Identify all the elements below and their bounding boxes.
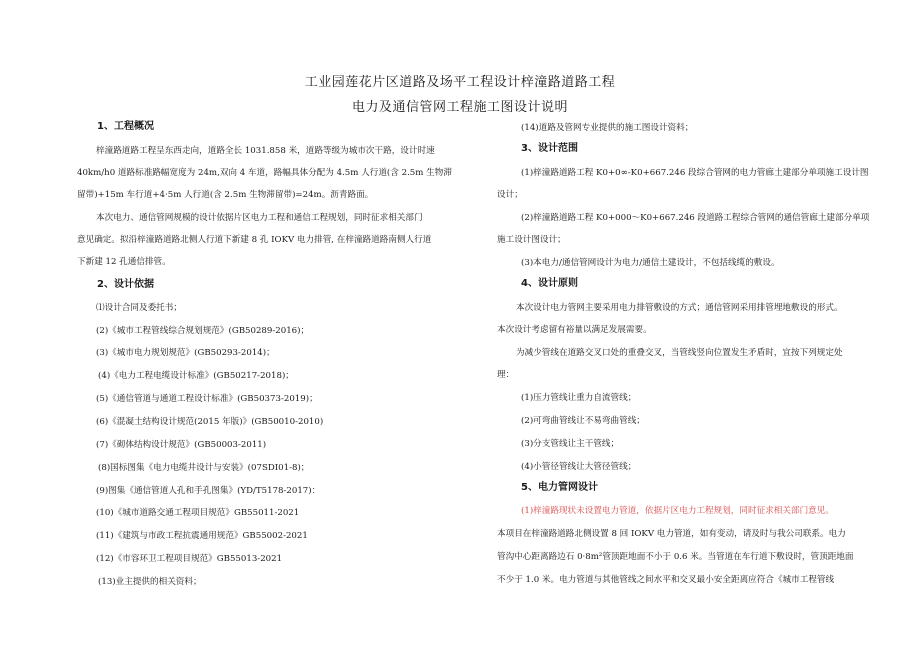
list-item: ⑴设计合同及委托书； bbox=[96, 303, 182, 313]
document-title-line-1: 工业园莲花片区道路及场平工程设计梓潼路道路工程 bbox=[304, 75, 616, 90]
paragraph-line: 下新建 12 孔通信排管。 bbox=[77, 257, 171, 267]
section-heading-power-network-design: 5、电力管网设计 bbox=[521, 482, 598, 493]
paragraph-line: 本项目在梓潼路道路北侧设置 8 回 IOKV 电力管道，如有变动，请及时与我公司联系。电力 bbox=[497, 529, 846, 539]
list-item: (12)《市容环卫工程项目规范》GB55013-2021 bbox=[96, 554, 283, 564]
paragraph-line: (2)梓潼路道路工程 K0+000～K0+667.246 段道路工程综合管网的通信管廊土建部分单项 bbox=[521, 213, 870, 223]
section-heading-design-principles: 4、设计原则 bbox=[521, 278, 578, 289]
document-title-line-2: 电力及通信管网工程施工图设计说明 bbox=[351, 100, 568, 115]
list-item: (2)《城市工程管线综合规划规范》(GB50289-2016)； bbox=[96, 326, 310, 336]
paragraph-line: 施工设计图设计； bbox=[497, 235, 566, 245]
paragraph-line: 管沟中心距离路边石 0·8m²管顶距地面不小于 0.6 米。当管道在车行道下敷设时，管顶距地面 bbox=[497, 552, 854, 562]
list-item: (2)可弯曲管线让不易弯曲管线； bbox=[521, 416, 645, 426]
list-item: (11)《建筑与市政工程抗震通用规范》GB55002-2021 bbox=[96, 531, 308, 541]
paragraph-line: (3)本电力/通信管网设计为电力/通信土建设计，不包括线缆的敷设。 bbox=[521, 258, 780, 268]
section-heading-design-scope: 3、设计范围 bbox=[521, 143, 578, 154]
list-item: (8)国标图集《电力电缆井设计与安装》(07SDI01-8)； bbox=[98, 463, 310, 473]
section-heading-design-basis: 2、设计依据 bbox=[97, 279, 154, 290]
paragraph-line: 理： bbox=[497, 370, 515, 380]
paragraph-line: 留带)+15m 车行道+4·5m 人行道(含 2.5m 生物滞留带)=24m。沥青路面。 bbox=[77, 190, 374, 200]
paragraph-line: 40km/h0 道路标准路幅宽度为 24m,双向 4 车道，路幅具体分配为 4.5m 人行道(含 2.5m 生物滞 bbox=[77, 168, 452, 178]
list-item: (5)《通信管道与通道工程设计标准》(GB50373-2019)； bbox=[96, 394, 318, 404]
list-item: (1)压力管线让重力自流管线； bbox=[521, 393, 637, 403]
paragraph-line: 本次电力、通信管网规模的设计依据片区电力工程和通信工程规划，同时征求相关部门 bbox=[96, 213, 423, 223]
section-heading-project-overview: 1、工程概况 bbox=[97, 121, 154, 132]
list-item: (3)分支管线让主干管线； bbox=[521, 439, 620, 449]
list-item: (14)道路及管网专业提供的施工图设计资料； bbox=[521, 123, 694, 133]
list-item: (3)《城市电力规划规范》(GB50293-2014)； bbox=[96, 348, 275, 358]
paragraph-line: 本次设计考虑留有裕量以满足发展需要。 bbox=[497, 325, 652, 335]
paragraph-line: 本次设计电力管网主要采用电力排管敷设的方式；通信管网采用排管埋地敷设的形式。 bbox=[516, 303, 843, 313]
highlighted-note: (1)梓潼路现状未设置电力管道，依据片区电力工程规划，同时征求相关部门意见。 bbox=[521, 506, 834, 516]
paragraph-line: 意见确定。拟沿梓潼路道路北侧人行道下新建 8 孔 IOKV 电力排管, 在梓潼路道路南侧人行道 bbox=[77, 235, 432, 245]
list-item: (7)《砌体结构设计规范》(GB50003-2011) bbox=[96, 440, 267, 450]
paragraph-line: 不少于 1.0 米。电力管道与其他管线之间水平和交叉最小安全距离应符合《城市工程管线 bbox=[497, 575, 835, 585]
list-item: (13)业主提供的相关资料； bbox=[98, 577, 202, 587]
list-item: (4)《电力工程电缆设计标准》(GB50217-2018)； bbox=[98, 371, 294, 381]
list-item: (9)图集《通信管道人孔和手孔图集》(YD/T5178-2017)： bbox=[96, 486, 321, 496]
paragraph-line: 梓潼路道路工程呈东西走向，道路全长 1031.858 米，道路等级为城市次干路，设计时速 bbox=[96, 146, 435, 156]
paragraph-line: (1)梓潼路道路工程 K0+0∞-K0+667.246 段综合管网的电力管廊土建部分单项施工设计图 bbox=[521, 168, 869, 178]
paragraph-line: 为减少管线在道路交叉口处的重叠交叉，当管线竖向位置发生矛盾时，宜按下列规定处 bbox=[516, 348, 843, 358]
list-item: (10)《城市道路交通工程项目规范》GB55011-2021 bbox=[96, 508, 300, 518]
list-item: (6)《混凝土结构设计规范(2015 年版)》(GB50010-2010) bbox=[96, 417, 324, 427]
list-item: (4)小管径管线让大管径管线； bbox=[521, 462, 637, 472]
paragraph-line: 设计； bbox=[497, 190, 523, 200]
